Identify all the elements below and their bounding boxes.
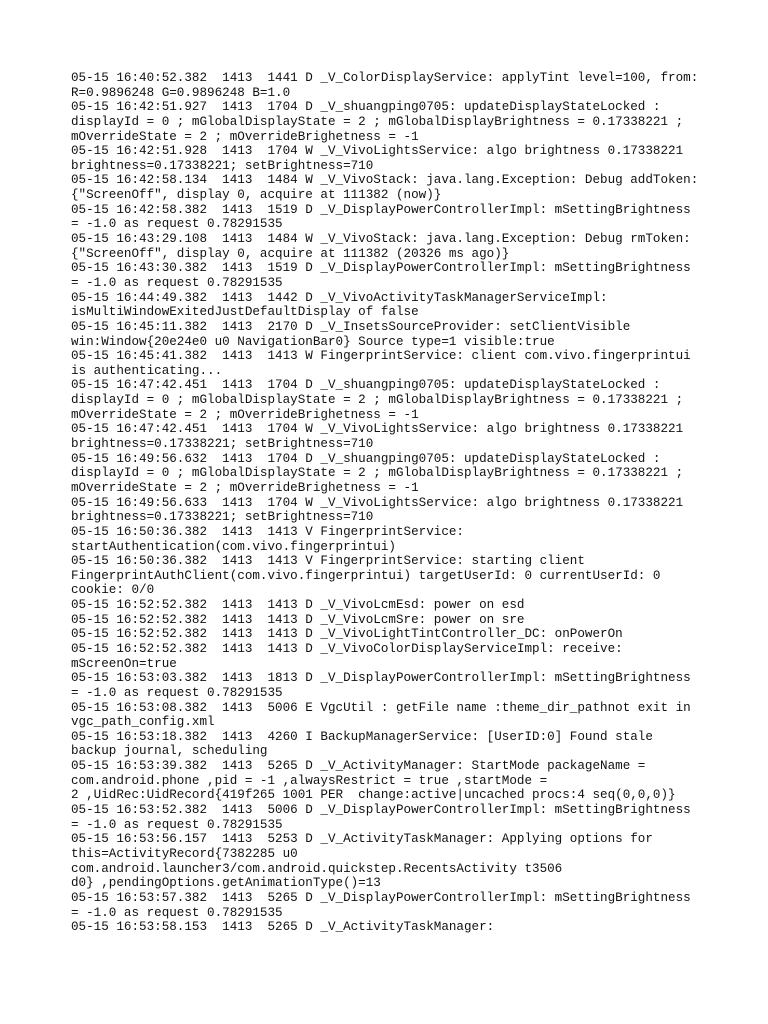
log-line: startAuthentication(com.vivo.fingerprintui) [71, 539, 396, 554]
log-line: 05-15 16:52:52.382 1413 1413 D _V_VivoLcmSre: power on sre [71, 612, 525, 627]
log-line: win:Window{20e24e0 u0 NavigationBar0} Source type=1 visible:true [71, 334, 555, 349]
log-line: 05-15 16:47:42.451 1413 1704 D _V_shuangping0705: updateDisplayStateLocked : [71, 378, 661, 393]
log-line: vgc_path_config.xml [71, 715, 215, 730]
log-line: 05-15 16:47:42.451 1413 1704 W _V_VivoLightsService: algo brightness 0.17338221 [71, 422, 684, 437]
log-line: cookie: 0/0 [71, 583, 155, 598]
log-line: 05-15 16:53:52.382 1413 5006 D _V_DisplayPowerControllerImpl: mSettingBrightness [71, 803, 691, 818]
log-line: 05-15 16:43:30.382 1413 1519 D _V_DisplayPowerControllerImpl: mSettingBrightness [71, 261, 691, 276]
log-line: {"ScreenOff", display 0, acquire at 111382 (20326 ms ago)} [71, 246, 510, 261]
log-line: 05-15 16:42:51.927 1413 1704 D _V_shuangping0705: updateDisplayStateLocked : [71, 100, 661, 115]
log-line: 05-15 16:53:03.382 1413 1813 D _V_DisplayPowerControllerImpl: mSettingBrightness [71, 671, 691, 686]
log-line: displayId = 0 ; mGlobalDisplayState = 2 ; mGlobalDisplayBrightness = 0.17338221 ; [71, 466, 684, 481]
log-line: 05-15 16:53:58.153 1413 5265 D _V_ActivityTaskManager: [71, 920, 495, 935]
log-line: mOverrideState = 2 ; mOverrideBrighetness = -1 [71, 480, 419, 495]
log-line: this=ActivityRecord{7382285 u0 [71, 846, 298, 861]
log-line: 05-15 16:45:11.382 1413 2170 D _V_InsetsSourceProvider: setClientVisible [71, 319, 631, 334]
log-line: 05-15 16:52:52.382 1413 1413 D _V_VivoColorDisplayServiceImpl: receive: [71, 641, 623, 656]
log-line: brightness=0.17338221; setBrightness=710 [71, 437, 374, 452]
log-line: = -1.0 as request 0.78291535 [71, 817, 283, 832]
log-line: d0} ,pendingOptions.getAnimationType()=13 [71, 876, 381, 891]
log-line: 05-15 16:53:18.382 1413 4260 I BackupManagerService: [UserID:0] Found stale [71, 729, 653, 744]
log-line: displayId = 0 ; mGlobalDisplayState = 2 ; mGlobalDisplayBrightness = 0.17338221 ; [71, 114, 684, 129]
log-line: 05-15 16:53:56.157 1413 5253 D _V_ActivityTaskManager: Applying options for [71, 832, 653, 847]
log-line: 2 ,UidRec:UidRecord{419f265 1001 PER change:active|uncached procs:4 seq(0,0,0)} [71, 788, 676, 803]
log-line: 05-15 16:43:29.108 1413 1484 W _V_VivoStack: java.lang.Exception: Debug rmToken: [71, 232, 691, 247]
log-line: mOverrideState = 2 ; mOverrideBrighetness = -1 [71, 129, 419, 144]
log-line: R=0.9896248 G=0.9896248 B=1.0 [71, 85, 291, 100]
log-line: brightness=0.17338221; setBrightness=710 [71, 158, 374, 173]
log-line: mOverrideState = 2 ; mOverrideBrighetness = -1 [71, 407, 419, 422]
log-line: 05-15 16:50:36.382 1413 1413 V FingerprintService: [71, 524, 464, 539]
log-line: 05-15 16:45:41.382 1413 1413 W FingerprintService: client com.vivo.fingerprintui [71, 349, 691, 364]
log-line: = -1.0 as request 0.78291535 [71, 685, 283, 700]
log-line: mScreenOn=true [71, 656, 177, 671]
log-line: 05-15 16:52:52.382 1413 1413 D _V_VivoLightTintController_DC: onPowerOn [71, 627, 623, 642]
log-line: {"ScreenOff", display 0, acquire at 111382 (now)} [71, 188, 442, 203]
log-line: com.android.phone ,pid = -1 ,alwaysRestrict = true ,startMode = [71, 773, 548, 788]
log-line: 05-15 16:49:56.633 1413 1704 W _V_VivoLightsService: algo brightness 0.17338221 [71, 495, 684, 510]
log-line: 05-15 16:53:39.382 1413 5265 D _V_ActivityManager: StartMode packageName = [71, 759, 646, 774]
log-line: 05-15 16:42:51.928 1413 1704 W _V_VivoLightsService: algo brightness 0.17338221 [71, 144, 684, 159]
log-line: 05-15 16:50:36.382 1413 1413 V FingerprintService: starting client [71, 554, 585, 569]
log-line: com.android.launcher3/com.android.quickstep.RecentsActivity t3506 [71, 861, 563, 876]
log-line: brightness=0.17338221; setBrightness=710 [71, 510, 374, 525]
log-line: is authenticating... [71, 363, 223, 378]
log-text-block [71, 71, 711, 935]
log-line: = -1.0 as request 0.78291535 [71, 275, 283, 290]
log-line: 05-15 16:49:56.632 1413 1704 D _V_shuangping0705: updateDisplayStateLocked : [71, 451, 661, 466]
log-line: FingerprintAuthClient(com.vivo.fingerprintui) targetUserId: 0 currentUserId: 0 [71, 568, 661, 583]
log-line: isMultiWindowExitedJustDefaultDisplay of false [71, 305, 419, 320]
log-line: 05-15 16:53:57.382 1413 5265 D _V_DisplayPowerControllerImpl: mSettingBrightness [71, 890, 691, 905]
log-line: backup journal, scheduling [71, 744, 268, 759]
log-line: 05-15 16:40:52.382 1413 1441 D _V_ColorDisplayService: applyTint level=100, from: [71, 71, 699, 85]
log-line: = -1.0 as request 0.78291535 [71, 905, 283, 920]
log-line: 05-15 16:52:52.382 1413 1413 D _V_VivoLcmEsd: power on esd [71, 598, 525, 613]
log-line: 05-15 16:53:08.382 1413 5006 E VgcUtil : getFile name :theme_dir_pathnot exit in [71, 700, 691, 715]
log-line: = -1.0 as request 0.78291535 [71, 217, 283, 232]
log-line: 05-15 16:44:49.382 1413 1442 D _V_VivoActivityTaskManagerServiceImpl: [71, 290, 608, 305]
log-line: 05-15 16:42:58.382 1413 1519 D _V_DisplayPowerControllerImpl: mSettingBrightness [71, 202, 691, 217]
log-line: displayId = 0 ; mGlobalDisplayState = 2 ; mGlobalDisplayBrightness = 0.17338221 ; [71, 393, 684, 408]
log-line: 05-15 16:42:58.134 1413 1484 W _V_VivoStack: java.lang.Exception: Debug addToken: [71, 173, 699, 188]
